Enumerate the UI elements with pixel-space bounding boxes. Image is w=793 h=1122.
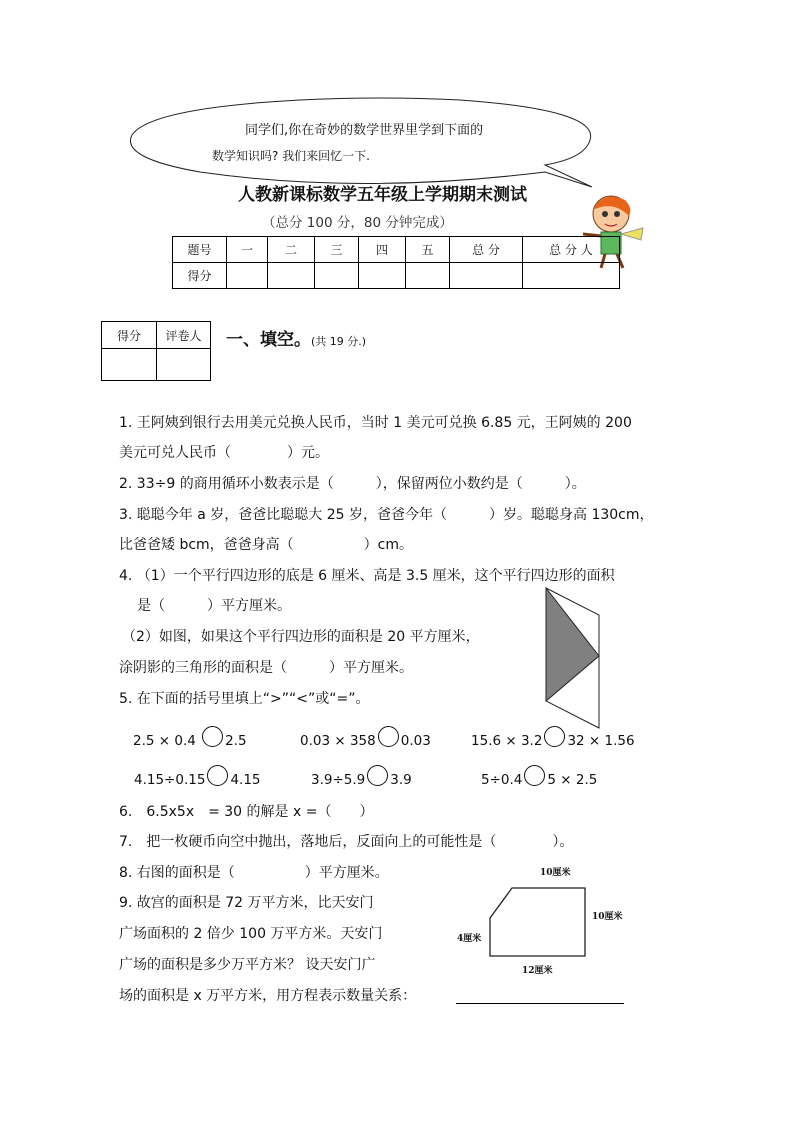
section-title-text: 一、填空。	[226, 330, 311, 350]
grader-header: 评卷人	[157, 322, 211, 349]
score-cell[interactable]	[315, 263, 359, 289]
grader-cell[interactable]	[157, 349, 211, 381]
score-header: 总 分 人	[523, 237, 620, 263]
comparison-right: 0.03	[400, 733, 431, 749]
comparison-left: 3.9÷5.9	[311, 772, 366, 788]
question-9-line-4: 场的面积是 x 万平方米，用方程表示数量关系：	[119, 988, 417, 1004]
label-bottom: 12厘米	[522, 966, 553, 976]
bubble-line-2: 数学知识吗? 我们来回忆一下.	[212, 149, 370, 163]
question-3-line-1: 3. 聪聪今年 a 岁，爸爸比聪聪大 25 岁，爸爸今年（ ）岁。聪聪身高 130cm，	[119, 507, 654, 523]
score-header: 四	[359, 237, 406, 263]
question-8: 8. 右图的面积是（ ）平方厘米。	[119, 865, 389, 881]
score-table	[172, 236, 620, 289]
question-1-line-2: 美元可兑人民币（ ）元。	[119, 445, 329, 461]
comparison-item	[133, 726, 247, 749]
question-7: 7. 把一枚硬币向空中抛出，落地后，反面向上的可能性是（ ）。	[119, 834, 574, 850]
question-4-line-3: （2）如图，如果这个平行四边形的面积是 20 平方厘米，	[122, 629, 480, 645]
comparison-item	[471, 726, 635, 749]
question-6: 6. 6.5x5x = 30 的解是 x =（ ）	[119, 804, 374, 820]
answer-circle[interactable]	[524, 765, 545, 786]
question-9-line-1: 9. 故宫的面积是 72 万平方米，比天安门	[119, 895, 374, 911]
section-note: (共 19 分.)	[311, 335, 367, 348]
label-left: 4厘米	[457, 934, 482, 944]
pentagon-figure	[480, 880, 600, 965]
answer-circle[interactable]	[367, 765, 388, 786]
score-header: 三	[315, 237, 359, 263]
comparison-item	[300, 726, 431, 749]
comparison-item	[481, 765, 597, 788]
label-top: 10厘米	[540, 868, 571, 878]
answer-line[interactable]	[456, 1003, 624, 1004]
section-title	[226, 331, 366, 351]
score-cell[interactable]	[268, 263, 315, 289]
question-1-line-1: 1. 王阿姨到银行去用美元兑换人民币，当时 1 美元可兑换 6.85 元，王阿姨的 200	[119, 415, 632, 431]
question-4-line-2: 是（ ）平方厘米。	[137, 598, 291, 614]
comparison-left: 5÷0.4	[481, 772, 523, 788]
grader-table	[101, 321, 211, 381]
comparison-item	[134, 765, 261, 788]
comparison-left: 2.5 × 0.4	[133, 733, 196, 749]
score-row-label: 得分	[173, 263, 227, 289]
score-header: 题号	[173, 237, 227, 263]
question-2: 2. 33÷9 的商用循环小数表示是（ ），保留两位小数约是（ ）。	[119, 476, 586, 492]
score-header: 总 分	[450, 237, 523, 263]
subtitle: （总分 100 分，80 分钟完成）	[262, 215, 453, 231]
comparison-item	[311, 765, 412, 788]
comparison-right: 3.9	[390, 772, 412, 788]
comparison-left: 4.15÷0.15	[134, 772, 206, 788]
answer-circle[interactable]	[207, 765, 228, 786]
question-9-line-2: 广场面积的 2 倍少 100 万平方米。天安门	[119, 926, 383, 942]
score-cell[interactable]	[523, 263, 620, 289]
parallelogram-figure	[540, 582, 606, 734]
score-header: 二	[268, 237, 315, 263]
comparison-right: 2.5	[225, 733, 247, 749]
answer-circle[interactable]	[544, 726, 565, 747]
comparison-right: 5 × 2.5	[547, 772, 598, 788]
label-right: 10厘米	[592, 912, 623, 922]
question-4-line-4: 涂阴影的三角形的面积是（ ）平方厘米。	[119, 660, 413, 676]
answer-circle[interactable]	[202, 726, 223, 747]
score-header: 一	[227, 237, 268, 263]
question-5: 5. 在下面的括号里填上“>”“<”或“=”。	[119, 691, 370, 707]
score-header: 五	[406, 237, 450, 263]
score-cell[interactable]	[450, 263, 523, 289]
grader-cell[interactable]	[102, 349, 157, 381]
answer-circle[interactable]	[378, 726, 399, 747]
score-cell[interactable]	[406, 263, 450, 289]
comparison-right: 4.15	[230, 772, 261, 788]
score-cell[interactable]	[359, 263, 406, 289]
question-4-line-1: 4. （1）一个平行四边形的底是 6 厘米、高是 3.5 厘米，这个平行四边形的面积	[119, 568, 615, 584]
bubble-line-1: 同学们,你在奇妙的数学世界里学到下面的	[245, 123, 484, 138]
comparison-left: 0.03 × 358	[300, 733, 376, 749]
question-9-line-3: 广场的面积是多少万平方米？ 设天安门广	[119, 957, 376, 973]
comparison-left: 15.6 × 3.2	[471, 733, 543, 749]
question-3-line-2: 比爸爸矮 bcm，爸爸身高（ ）cm。	[119, 537, 414, 553]
comparison-right: 32 × 1.56	[567, 733, 635, 749]
score-cell[interactable]	[227, 263, 268, 289]
grader-header: 得分	[102, 322, 157, 349]
page-title: 人教新课标数学五年级上学期期末测试	[238, 185, 527, 205]
